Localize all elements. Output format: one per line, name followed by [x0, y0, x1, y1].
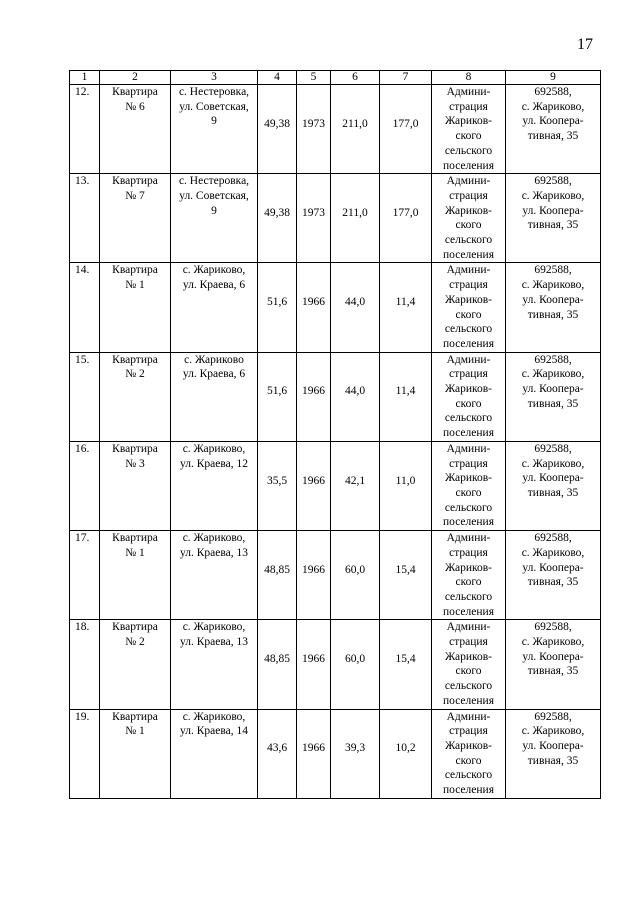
year-value: 1966 [302, 385, 325, 398]
year-cell [297, 85, 331, 174]
owner-address-cell: 692588, с. Жариково, ул. Коопера- тивная, 35 [506, 352, 601, 441]
year-value: 1966 [302, 474, 325, 487]
owner-address-cell: 692588, с. Жариково, ул. Коопера- тивная, 35 [506, 174, 601, 263]
area-cell [258, 263, 297, 352]
value-col7-value: 177,0 [392, 117, 419, 130]
table-row [70, 85, 601, 174]
owner-cell: Админи- страция Жариков- ского сельского поселения [432, 263, 506, 352]
column-header: 2 [100, 71, 171, 85]
owner-address-cell: 692588, с. Жариково, ул. Коопера- тивная, 35 [506, 85, 601, 174]
column-header: 6 [331, 71, 380, 85]
area-cell [258, 174, 297, 263]
owner-cell: Админи- страция Жариков- ского сельского поселения [432, 531, 506, 620]
year-cell [297, 352, 331, 441]
owner-address-cell: 692588, с. Жариково, ул. Коопера- тивная, 35 [506, 263, 601, 352]
area-value: 51,6 [266, 385, 288, 398]
value-col7-cell [380, 531, 432, 620]
object-name-cell: Квартира № 7 [100, 174, 171, 263]
owner-address-cell: 692588, с. Жариково, ул. Коопера- тивная, 35 [506, 709, 601, 798]
value-col6-cell [331, 620, 380, 709]
object-name-cell: Квартира № 1 [100, 531, 171, 620]
area-value: 48,85 [264, 653, 290, 666]
owner-cell: Админи- страция Жариков- ского сельского поселения [432, 352, 506, 441]
area-value: 49,38 [264, 206, 290, 219]
table-row [70, 263, 601, 352]
address-cell: с. Жариково, ул. Краева, 6 [171, 263, 258, 352]
address-cell: с. Нестеровка, ул. Советская, 9 [171, 85, 258, 174]
value-col7-cell [380, 263, 432, 352]
value-col6-value: 44,0 [344, 296, 366, 309]
table-row [70, 441, 601, 530]
row-number-cell: 14. [70, 263, 100, 352]
value-col7-cell [380, 352, 432, 441]
owner-cell: Админи- страция Жариков- ского сельского поселения [432, 709, 506, 798]
address-cell: с. Жариково, ул. Краева, 12 [171, 441, 258, 530]
value-col6-cell [331, 531, 380, 620]
row-number-cell: 19. [70, 709, 100, 798]
address-cell: с. Жариково, ул. Краева, 13 [171, 531, 258, 620]
value-col7-cell [380, 174, 432, 263]
address-cell: с. Жариково, ул. Краева, 13 [171, 620, 258, 709]
year-cell [297, 620, 331, 709]
page-number: 17 [577, 36, 593, 53]
address-cell: с. Нестеровка, ул. Советская, 9 [171, 174, 258, 263]
row-number-cell: 16. [70, 441, 100, 530]
value-col7-value: 15,4 [395, 653, 416, 666]
table-row [70, 174, 601, 263]
column-header: 4 [258, 71, 297, 85]
value-col6-value: 44,0 [344, 385, 366, 398]
table-row [70, 709, 601, 798]
row-number-cell: 15. [70, 352, 100, 441]
value-col7-value: 10,2 [395, 742, 416, 755]
object-name-cell: Квартира № 2 [100, 352, 171, 441]
table-row [70, 531, 601, 620]
value-col7-value: 15,4 [395, 563, 416, 576]
year-cell [297, 441, 331, 530]
area-value: 43,6 [266, 742, 288, 755]
owner-cell: Админи- страция Жариков- ского сельского поселения [432, 441, 506, 530]
value-col6-cell [331, 174, 380, 263]
value-col6-cell [331, 263, 380, 352]
owner-cell: Админи- страция Жариков- ского сельского поселения [432, 85, 506, 174]
row-number-cell: 18. [70, 620, 100, 709]
area-value: 35,5 [266, 474, 288, 487]
year-value: 1966 [302, 742, 325, 755]
value-col6-value: 42,1 [344, 474, 366, 487]
value-col6-value: 211,0 [342, 117, 368, 130]
area-value: 48,85 [264, 563, 290, 576]
table-body [70, 71, 601, 799]
value-col7-value: 11,0 [395, 474, 416, 487]
value-col7-cell [380, 441, 432, 530]
value-col6-cell [331, 709, 380, 798]
year-cell [297, 174, 331, 263]
area-cell [258, 441, 297, 530]
address-cell: с. Жариково ул. Краева, 6 [171, 352, 258, 441]
owner-address-cell: 692588, с. Жариково, ул. Коопера- тивная, 35 [506, 620, 601, 709]
owner-address-cell: 692588, с. Жариково, ул. Коопера- тивная, 35 [506, 531, 601, 620]
object-name-cell: Квартира № 3 [100, 441, 171, 530]
table-row [70, 352, 601, 441]
value-col6-value: 60,0 [344, 563, 366, 576]
column-header: 3 [171, 71, 258, 85]
column-header: 9 [506, 71, 601, 85]
value-col6-cell [331, 441, 380, 530]
value-col7-value: 177,0 [392, 206, 419, 219]
value-col7-value: 11,4 [395, 385, 416, 398]
row-number-cell: 17. [70, 531, 100, 620]
owner-cell: Админи- страция Жариков- ского сельского поселения [432, 174, 506, 263]
area-value: 49,38 [264, 117, 290, 130]
owner-address-cell: 692588, с. Жариково, ул. Коопера- тивная, 35 [506, 441, 601, 530]
row-number-cell: 13. [70, 174, 100, 263]
year-value: 1973 [302, 117, 325, 130]
value-col6-value: 39,3 [344, 742, 366, 755]
property-table [69, 70, 601, 799]
object-name-cell: Квартира № 6 [100, 85, 171, 174]
object-name-cell: Квартира № 1 [100, 263, 171, 352]
table-header-row [70, 71, 601, 85]
value-col6-value: 211,0 [342, 206, 368, 219]
year-cell [297, 709, 331, 798]
value-col7-cell [380, 620, 432, 709]
area-cell [258, 620, 297, 709]
year-value: 1973 [302, 206, 325, 219]
area-cell [258, 352, 297, 441]
column-header: 7 [380, 71, 432, 85]
column-header: 8 [432, 71, 506, 85]
year-value: 1966 [302, 296, 325, 309]
year-cell [297, 531, 331, 620]
year-value: 1966 [302, 563, 325, 576]
column-header: 1 [70, 71, 100, 85]
value-col6-cell [331, 352, 380, 441]
value-col6-value: 60,0 [344, 653, 366, 666]
area-cell [258, 709, 297, 798]
value-col7-value: 11,4 [395, 296, 416, 309]
table-row [70, 620, 601, 709]
object-name-cell: Квартира № 2 [100, 620, 171, 709]
year-cell [297, 263, 331, 352]
value-col6-cell [331, 85, 380, 174]
column-header: 5 [297, 71, 331, 85]
area-cell [258, 531, 297, 620]
area-value: 51,6 [266, 296, 288, 309]
year-value: 1966 [302, 653, 325, 666]
value-col7-cell [380, 709, 432, 798]
area-cell [258, 85, 297, 174]
owner-cell: Админи- страция Жариков- ского сельского поселения [432, 620, 506, 709]
row-number-cell: 12. [70, 85, 100, 174]
value-col7-cell [380, 85, 432, 174]
address-cell: с. Жариково, ул. Краева, 14 [171, 709, 258, 798]
object-name-cell: Квартира № 1 [100, 709, 171, 798]
